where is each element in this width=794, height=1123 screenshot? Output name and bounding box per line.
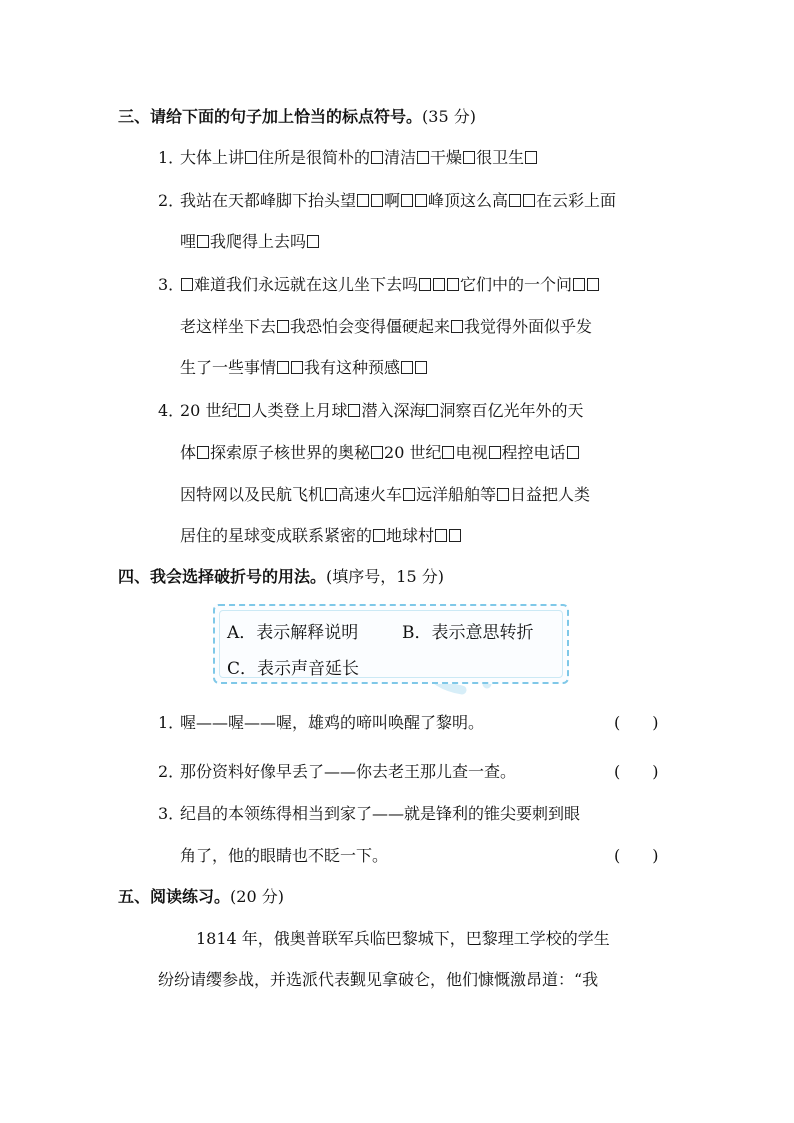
sentence-text: 洞察百亿光年外的天 (439, 401, 584, 420)
punctuation-blank[interactable] (415, 361, 427, 374)
punctuation-blank[interactable] (373, 529, 385, 542)
punctuation-blank[interactable] (489, 446, 501, 459)
s3-q4-line3 (180, 484, 590, 506)
sentence-text: 电视 (455, 443, 488, 462)
punctuation-blank[interactable] (525, 151, 537, 164)
sentence-text: 20 世纪 (180, 401, 238, 420)
punctuation-blank[interactable] (415, 194, 427, 207)
punctuation-blank[interactable] (181, 278, 193, 291)
s4-q1: 1．喔——喔——喔，雄鸡的啼叫唤醒了黎明。 (158, 713, 485, 732)
sentence-text: 20 世纪 (384, 443, 442, 462)
sentence-text: 难道我们永远就在这儿坐下去吗 (194, 275, 419, 294)
section5-heading: 五、阅读练习。(20 分) (118, 887, 284, 906)
punctuation-blank[interactable] (371, 446, 383, 459)
sentence-text: 远洋船舶等 (416, 485, 497, 504)
sentence-text: 我爬得上去吗 (210, 232, 307, 251)
sentence-text: 它们中的一个问 (460, 275, 573, 294)
s3-q3-line3 (180, 357, 428, 379)
s3-q2-line1: 2．我站在天都峰脚下抬头望 啊 峰顶这么高 在云彩上面 (158, 191, 617, 210)
s3-q2-line2 (180, 231, 320, 253)
sentence-text: 人类登上月球 (251, 401, 348, 420)
sentence-text: 干燥 (430, 148, 463, 167)
punctuation-blank[interactable] (197, 235, 209, 248)
punctuation-blank[interactable] (567, 446, 579, 459)
s3-q4-line1: 4．20 世纪 人类登上月球 潜入深海 洞察百亿光年外的天 (158, 401, 584, 420)
sentence-text: 日益把人类 (510, 485, 591, 504)
s3-q3-line1: 3． 难道我们永远就在这儿坐下去吗 它们中的一个问 (158, 274, 600, 296)
s4-q3-line2: 角了，他的眼睛也不眨一下。 (180, 846, 389, 865)
section4-heading: 四、我会选择破折号的用法。(填序号，15 分) (118, 567, 444, 586)
section3-heading: 三、请给下面的句子加上恰当的标点符号。(35 分) (118, 107, 476, 126)
punctuation-blank[interactable] (277, 361, 289, 374)
s3-q4-line2 (180, 442, 580, 464)
punctuation-blank[interactable] (451, 320, 463, 333)
punctuation-blank[interactable] (447, 278, 459, 291)
sentence-text: 高速火车 (338, 485, 403, 504)
sentence-text: 探索原子核世界的奥秘 (210, 443, 371, 462)
option-c: C．表示声音延长 (227, 659, 360, 679)
s3-q4-line4 (180, 525, 462, 547)
sentence-text: 大体上讲 (180, 148, 245, 167)
sentence-text: 潜入深海 (361, 401, 426, 420)
punctuation-blank[interactable] (433, 278, 445, 291)
s4-q3-answer-blank[interactable]: ( ) (614, 846, 659, 865)
option-b: B．表示意思转折 (402, 623, 534, 643)
punctuation-blank[interactable] (449, 529, 461, 542)
punctuation-blank[interactable] (245, 151, 257, 164)
punctuation-blank[interactable] (357, 194, 369, 207)
punctuation-blank[interactable] (523, 194, 535, 207)
punctuation-blank[interactable] (401, 361, 413, 374)
sentence-text: 峰顶这么高 (428, 191, 509, 210)
option-a: A．表示解释说明 (227, 623, 359, 643)
sentence-text: 我有这种预感 (304, 358, 401, 377)
sentence-text: 我恐怕会变得僵硬起来 (290, 317, 451, 336)
sentence-text: 地球村 (386, 526, 435, 545)
sentence-text: 程控电话 (501, 443, 566, 462)
punctuation-blank[interactable] (401, 194, 413, 207)
s4-q1-answer-blank[interactable]: ( ) (614, 713, 659, 732)
punctuation-blank[interactable] (426, 404, 438, 417)
passage-line2: 纷纷请缨参战，并选派代表觐见拿破仑，他们慷慨激昂道：“我 (158, 970, 599, 989)
punctuation-blank[interactable] (277, 320, 289, 333)
punctuation-blank[interactable] (435, 529, 447, 542)
punctuation-blank[interactable] (573, 278, 585, 291)
s3-q3-line2 (180, 316, 592, 338)
sentence-text: 哩 (180, 232, 197, 251)
punctuation-blank[interactable] (238, 404, 250, 417)
sentence-text: 清洁 (384, 148, 417, 167)
sentence-text: 在云彩上面 (536, 191, 617, 210)
punctuation-blank[interactable] (348, 404, 360, 417)
sentence-text: 很卫生 (476, 148, 525, 167)
sentence-text: 住所是很简朴的 (258, 148, 371, 167)
s3-q1-line1: 1．大体上讲 住所是很简朴的 清洁 干燥 很卫生 (158, 147, 538, 169)
options-box (213, 604, 569, 684)
punctuation-blank[interactable] (587, 278, 599, 291)
sentence-text: 生了一些事情 (180, 358, 277, 377)
punctuation-blank[interactable] (463, 151, 475, 164)
s4-q2: 2．那份资料好像早丢了——你去老王那儿查一查。 (158, 762, 517, 781)
sentence-text: 我觉得外面似乎发 (464, 317, 593, 336)
sentence-text: 体 (180, 443, 197, 462)
sentence-text: 我站在天都峰脚下抬头望 (180, 191, 357, 210)
punctuation-blank[interactable] (291, 361, 303, 374)
punctuation-blank[interactable] (371, 194, 383, 207)
passage-line1: 1814 年，俄奥普联军兵临巴黎城下，巴黎理工学校的学生 (196, 929, 610, 948)
punctuation-blank[interactable] (417, 151, 429, 164)
punctuation-blank[interactable] (325, 488, 337, 501)
punctuation-blank[interactable] (419, 278, 431, 291)
punctuation-blank[interactable] (371, 151, 383, 164)
punctuation-blank[interactable] (197, 446, 209, 459)
punctuation-blank[interactable] (509, 194, 521, 207)
punctuation-blank[interactable] (497, 488, 509, 501)
sentence-text: 老这样坐下去 (180, 317, 277, 336)
s4-q3-line1: 3．纪昌的本领练得相当到家了——就是锋利的锥尖要刺到眼 (158, 804, 581, 823)
s4-q2-answer-blank[interactable]: ( ) (614, 762, 659, 781)
punctuation-blank[interactable] (442, 446, 454, 459)
sentence-text: 啊 (384, 191, 401, 210)
sentence-text: 居住的星球变成联系紧密的 (180, 526, 373, 545)
punctuation-blank[interactable] (307, 235, 319, 248)
punctuation-blank[interactable] (403, 488, 415, 501)
sentence-text: 因特网以及民航飞机 (180, 485, 325, 504)
